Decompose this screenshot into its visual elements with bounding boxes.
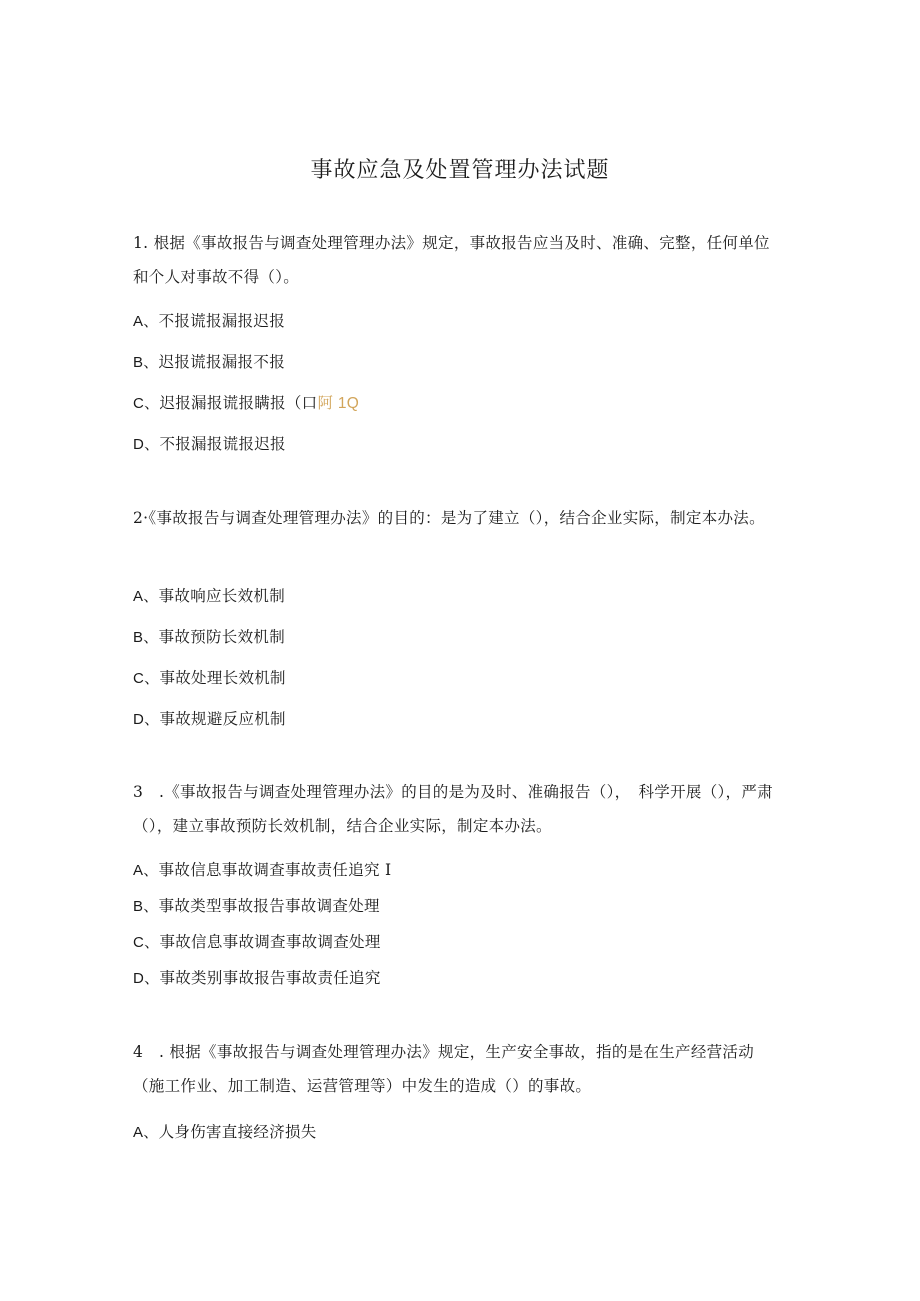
- option-text: 不报谎报漏报迟报: [158, 312, 286, 330]
- question-3-option-b: [133, 894, 380, 919]
- question-2-option-c: [133, 666, 286, 691]
- question-3-option-d: [133, 966, 381, 991]
- question-2-stem: 2·《事故报告与调查处理管理办法》的目的：是为了建立（），结合企业实际，制定本办法。: [133, 509, 765, 527]
- option-text: 事故规避反应机制: [159, 710, 286, 728]
- option-text: 迟报谎报漏报不报: [158, 353, 286, 371]
- option-letter: A、: [133, 862, 159, 879]
- question-1-option-a: [133, 309, 285, 334]
- option-text: 事故类型事故报告事故调查处理: [158, 897, 380, 915]
- option-letter: B、: [133, 354, 159, 371]
- option-letter: B、: [133, 629, 159, 646]
- question-2-option-a: [133, 584, 285, 609]
- option-letter: D、: [133, 970, 160, 987]
- question-2-option-d: [133, 707, 286, 732]
- option-letter: A、: [133, 588, 159, 605]
- question-1-option-d: [133, 432, 286, 457]
- option-letter: B、: [133, 898, 159, 915]
- option-text: 迟报漏报谎报瞒报（口: [159, 394, 318, 412]
- option-letter: C、: [133, 670, 160, 687]
- faded-annotation: 阿 1Q: [317, 395, 360, 412]
- option-text: 事故信息事故调查事故调查处理: [159, 933, 381, 951]
- question-1-option-b: [133, 350, 285, 375]
- option-text: 不报漏报谎报迟报: [159, 435, 286, 453]
- option-letter: A、: [133, 313, 159, 330]
- question-2-option-b: [133, 625, 285, 650]
- option-text: 事故响应长效机制: [158, 587, 286, 605]
- option-letter: D、: [133, 436, 160, 453]
- question-4-stem: 4 . 根据《事故报告与调查处理管理办法》规定，生产安全事故，指的是在生产经营活动（施工作业、加工制造、运营管理等）中发生的造成（）的事故。: [133, 1043, 755, 1095]
- option-text: 事故类别事故报告事故责任追究: [159, 969, 381, 987]
- option-text: 事故处理长效机制: [159, 669, 286, 687]
- question-4-option-a: [133, 1120, 317, 1145]
- page-title: 事故应急及处置管理办法试题: [310, 158, 610, 183]
- question-1-stem: 1. 根据《事故报告与调查处理管理办法》规定，事故报告应当及时、准确、完整，任何单位和个人对事故不得（）。: [133, 234, 770, 286]
- option-letter: D、: [133, 711, 160, 728]
- question-3-option-c: [133, 930, 381, 955]
- option-text: 事故预防长效机制: [158, 628, 286, 646]
- option-letter: A、: [133, 1124, 159, 1141]
- option-letter: C、: [133, 934, 160, 951]
- option-text: 事故信息事故调查事故责任追究 I: [158, 861, 392, 879]
- question-3-option-a: [133, 858, 391, 883]
- option-letter: C、: [133, 395, 160, 412]
- question-3-stem: 3 .《事故报告与调查处理管理办法》的目的是为及时、准确报告（）， 科学开展（），严肃（），建立事故预防长效机制，结合企业实际，制定本办法。: [133, 783, 773, 835]
- question-1-option-c: [133, 391, 359, 416]
- option-text: 人身伤害直接经济损失: [158, 1123, 317, 1141]
